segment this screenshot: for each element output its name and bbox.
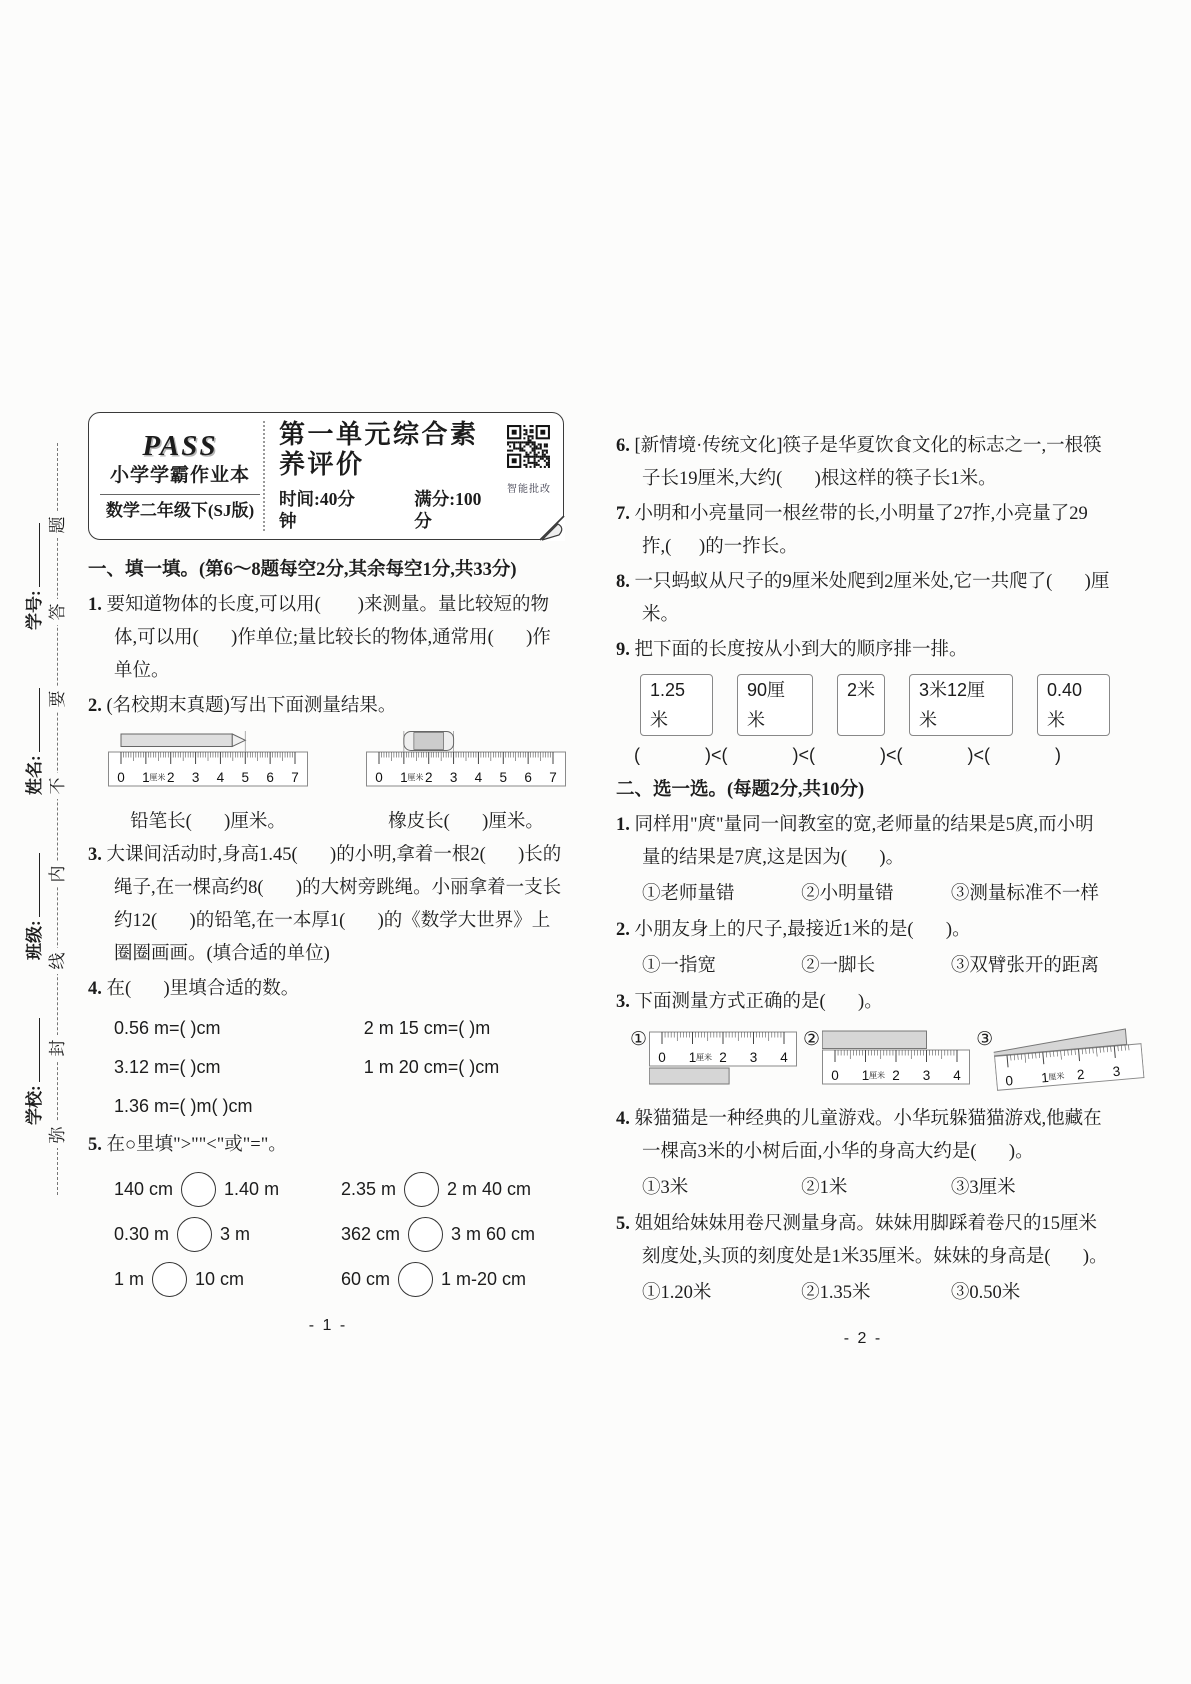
option-2: ②小明量错 xyxy=(801,884,894,904)
question-5 xyxy=(88,1129,568,1162)
svg-text:2: 2 xyxy=(719,1050,727,1065)
question-3-number: 3. xyxy=(88,845,102,865)
question-3-text: 大课间活动时,身高1.45( )的小明,拿着一根2( )长的绳子,在一棵高约8( )的大树旁跳绳。小丽拿着一支长约12( )的铅笔,在一本厚1( )的《数学大世界》上圈圈画画。(填合适的单位) xyxy=(106,845,562,964)
time-score-row xyxy=(279,488,497,532)
conversion-row xyxy=(88,1012,568,1045)
question-2 xyxy=(88,690,568,723)
svg-text:0: 0 xyxy=(658,1050,666,1065)
class-text: 班级: xyxy=(25,920,44,960)
question-4 xyxy=(88,973,568,1006)
compare-left: 1 m xyxy=(114,1269,145,1289)
edition-title: 数学二年级下(SJ版) xyxy=(100,494,259,522)
length-boxes xyxy=(616,674,1110,736)
svg-text:5: 5 xyxy=(499,770,508,785)
svg-text:1: 1 xyxy=(688,1050,697,1065)
length-box: 1.25米 xyxy=(640,674,713,736)
choice-1-number: 1. xyxy=(616,815,630,835)
compare-left: 0.30 m xyxy=(114,1224,170,1244)
student-id-label xyxy=(20,480,45,630)
measure-ruler-2-image xyxy=(822,1029,970,1099)
choice-2 xyxy=(616,914,1110,947)
page-number-1: - 1 - xyxy=(308,1317,348,1334)
option-2: ②一脚长 xyxy=(801,956,876,976)
svg-text:1: 1 xyxy=(400,770,408,785)
question-6-text: [新情境·传统文化]筷子是华夏饮食文化的标志之一,一根筷子长19厘米,大约( )根这样的筷子长1米。 xyxy=(634,436,1102,489)
header-brand xyxy=(97,421,263,531)
option-3: ③3厘米 xyxy=(950,1178,1016,1198)
ordering-answer-line: ( )<( )<( )<( )<( ) xyxy=(634,745,1062,765)
seal-char: 题 xyxy=(45,512,71,538)
compare-row xyxy=(88,1217,568,1252)
question-2-figures xyxy=(88,725,568,837)
choice-5-options xyxy=(616,1277,1110,1310)
name-blank xyxy=(25,688,40,752)
svg-text:6: 6 xyxy=(524,770,532,785)
conversion-row xyxy=(88,1090,568,1123)
choice-4-options xyxy=(616,1172,1110,1205)
section-2-title: 二、选一选。(每题2分,共10分) xyxy=(616,780,865,800)
question-4-text: 在( )里填合适的数。 xyxy=(106,979,300,999)
conversion-item: 0.56 m=( )cm xyxy=(114,1018,221,1038)
svg-text:厘米: 厘米 xyxy=(1048,1071,1065,1082)
svg-text:4: 4 xyxy=(216,770,225,785)
compare-left: 60 cm xyxy=(341,1269,391,1289)
choice-1 xyxy=(616,809,1110,875)
svg-text:3: 3 xyxy=(1112,1063,1122,1080)
name-label xyxy=(20,645,45,795)
svg-text:2: 2 xyxy=(1076,1066,1086,1083)
compare-right: 3 m xyxy=(220,1224,251,1244)
measure-option-2 xyxy=(803,1029,970,1099)
compare-left: 362 cm xyxy=(341,1224,401,1244)
choice-3-text: 下面测量方式正确的是( )。 xyxy=(634,992,883,1012)
option-mark: ③ xyxy=(976,1029,994,1050)
compare-right: 10 cm xyxy=(195,1269,245,1289)
choice-4-number: 4. xyxy=(616,1109,630,1129)
question-9-number: 9. xyxy=(616,640,630,660)
svg-text:厘米: 厘米 xyxy=(696,1053,713,1062)
compare-pair xyxy=(341,1262,568,1297)
page-1 xyxy=(88,412,568,1342)
pass-logo: PASS xyxy=(142,430,218,462)
svg-text:4: 4 xyxy=(780,1050,788,1065)
compare-row xyxy=(88,1262,568,1297)
conversion-item: 1.36 m=( )m( )cm xyxy=(114,1096,253,1116)
seal-char: 内 xyxy=(45,861,71,887)
length-box: 90厘米 xyxy=(737,674,813,736)
school-text: 学校: xyxy=(25,1085,44,1125)
option-mark: ① xyxy=(630,1029,648,1050)
question-3 xyxy=(88,839,568,971)
question-6-number: 6. xyxy=(616,436,630,456)
option-1: ①3米 xyxy=(642,1178,689,1198)
question-7-text: 小明和小亮量同一根丝带的长,小明量了27拃,小亮量了29拃,( )的一拃长。 xyxy=(634,504,1088,557)
student-id-blank xyxy=(25,523,40,587)
choice-2-number: 2. xyxy=(616,920,630,940)
svg-text:厘米: 厘米 xyxy=(149,773,166,782)
compare-row xyxy=(88,1172,568,1207)
conversion-item: 2 m 15 cm=( )m xyxy=(363,1018,491,1038)
svg-text:2: 2 xyxy=(166,770,175,785)
pencil-caption: 铅笔长( )厘米。 xyxy=(130,812,286,832)
conversion-item: 1 m 20 cm=( )cm xyxy=(363,1057,500,1077)
compare-left: 2.35 m xyxy=(341,1179,397,1199)
question-5-number: 5. xyxy=(88,1135,102,1155)
choice-3 xyxy=(616,986,1110,1019)
question-2-text: (名校期末真题)写出下面测量结果。 xyxy=(106,696,397,716)
header-title-cell xyxy=(263,421,501,531)
option-2: ②1米 xyxy=(801,1178,848,1198)
school-blank xyxy=(25,1018,40,1082)
pencil-ruler-figure xyxy=(108,731,308,837)
choice-3-number: 3. xyxy=(616,992,630,1012)
svg-text:厘米: 厘米 xyxy=(407,773,424,782)
option-1: ①一指宽 xyxy=(642,956,717,976)
seal-char: 弥 xyxy=(45,1122,71,1148)
option-3: ③0.50米 xyxy=(950,1283,1021,1303)
question-4-number: 4. xyxy=(88,979,102,999)
seal-char: 线 xyxy=(45,948,71,974)
full-score: 满分:100分 xyxy=(414,489,482,531)
question-8-number: 8. xyxy=(616,572,630,592)
svg-text:3: 3 xyxy=(922,1068,931,1083)
length-box: 2米 xyxy=(837,674,885,736)
name-text: 姓名: xyxy=(25,755,44,795)
question-1-text: 要知道物体的长度,可以用( )来测量。量比较短的物体,可以用( )作单位;量比较长的物体,通常用( )作单位。 xyxy=(106,595,551,681)
school-label xyxy=(20,975,45,1125)
option-1: ①老师量错 xyxy=(642,884,735,904)
choice-5 xyxy=(616,1208,1110,1274)
compare-pair xyxy=(114,1217,341,1252)
svg-text:0: 0 xyxy=(117,770,125,785)
compare-left: 140 cm xyxy=(114,1179,174,1199)
student-id-text: 学号: xyxy=(25,590,44,630)
svg-text:1: 1 xyxy=(1040,1069,1050,1086)
measure-option-3 xyxy=(976,1029,1143,1099)
svg-text:5: 5 xyxy=(241,770,250,785)
svg-text:3: 3 xyxy=(449,770,458,785)
compare-right: 2 m 40 cm xyxy=(447,1179,532,1199)
class-label xyxy=(20,810,45,960)
svg-text:1: 1 xyxy=(861,1068,870,1083)
pencil-ruler-image xyxy=(108,770,308,800)
choice-4-text: 躲猫猫是一种经典的儿童游戏。小华玩躲猫猫游戏,他藏在一棵高3米的小树后面,小华的身高大约是( )。 xyxy=(634,1109,1102,1162)
conversion-item: 3.12 m=( )cm xyxy=(114,1057,221,1077)
seal-char: 要 xyxy=(45,686,71,712)
paper-title: 第一单元综合素养评价 xyxy=(279,420,479,479)
compare-circle xyxy=(177,1217,212,1252)
measure-option-1 xyxy=(630,1029,797,1099)
choice-4 xyxy=(616,1103,1110,1169)
choice-3-figures xyxy=(616,1021,1122,1101)
class-blank xyxy=(25,853,40,917)
svg-text:厘米: 厘米 xyxy=(869,1071,886,1080)
conversion-row xyxy=(88,1051,568,1084)
compare-pair xyxy=(114,1262,341,1297)
compare-right: 3 m 60 cm xyxy=(451,1224,536,1244)
compare-right: 1 m-20 cm xyxy=(441,1269,527,1289)
question-7-number: 7. xyxy=(616,504,630,524)
compare-circle xyxy=(398,1262,433,1297)
svg-text:2: 2 xyxy=(424,770,433,785)
svg-text:0: 0 xyxy=(1004,1072,1014,1089)
svg-text:1: 1 xyxy=(142,770,150,785)
seal-char: 不 xyxy=(45,773,71,799)
question-7 xyxy=(616,498,1110,564)
svg-text:0: 0 xyxy=(375,770,383,785)
option-2: ②1.35米 xyxy=(801,1283,871,1303)
question-6 xyxy=(616,430,1110,496)
length-box: 3米12厘米 xyxy=(909,674,1013,736)
qr-code-icon xyxy=(506,424,552,482)
choice-2-options xyxy=(616,950,1110,983)
page-fold-corner-icon xyxy=(539,515,565,541)
eraser-ruler-figure xyxy=(366,731,566,837)
compare-circle xyxy=(404,1172,439,1207)
svg-text:7: 7 xyxy=(549,770,557,785)
svg-text:2: 2 xyxy=(892,1068,900,1083)
compare-pair xyxy=(341,1217,568,1252)
eraser-ruler-image xyxy=(366,770,566,800)
measure-ruler-1-image xyxy=(649,1029,797,1099)
series-title: 小学学霸作业本 xyxy=(109,465,250,486)
question-1 xyxy=(88,589,568,688)
measure-ruler-3-image xyxy=(996,1063,1145,1099)
compare-circle xyxy=(152,1262,187,1297)
compare-right: 1.40 m xyxy=(224,1179,280,1199)
question-8 xyxy=(616,566,1110,632)
choice-1-text: 同样用"庹"量同一间教室的宽,老师量的结果是5庹,而小明量的结果是7庹,这是因为( )。 xyxy=(634,815,1094,868)
page-number-2: - 2 - xyxy=(843,1330,883,1347)
question-1-number: 1. xyxy=(88,595,102,615)
seal-char: 答 xyxy=(45,599,71,625)
option-1: ①1.20米 xyxy=(642,1283,712,1303)
length-box: 0.40米 xyxy=(1037,674,1110,736)
seal-char: 封 xyxy=(45,1035,71,1061)
question-9 xyxy=(616,634,1110,667)
choice-1-options xyxy=(616,878,1110,911)
qr-label: 智能批改 xyxy=(507,484,551,495)
paper-header xyxy=(88,412,564,540)
question-2-number: 2. xyxy=(88,696,102,716)
section-1-title: 一、填一填。(第6～8题每空2分,其余每空1分,共33分) xyxy=(88,560,517,580)
time-limit: 时间:40分钟 xyxy=(279,489,355,531)
page-2 xyxy=(616,428,1122,1355)
eraser-caption: 橡皮长( )厘米。 xyxy=(388,812,544,832)
compare-circle xyxy=(408,1217,443,1252)
seal-text xyxy=(45,512,71,1148)
question-9-text: 把下面的长度按从小到大的顺序排一排。 xyxy=(634,640,968,660)
choice-5-number: 5. xyxy=(616,1214,630,1234)
option-3: ③测量标准不一样 xyxy=(950,884,1099,904)
compare-circle xyxy=(181,1172,216,1207)
svg-text:6: 6 xyxy=(266,770,274,785)
option-mark: ② xyxy=(803,1029,821,1050)
svg-text:3: 3 xyxy=(191,770,200,785)
svg-text:4: 4 xyxy=(474,770,483,785)
svg-text:4: 4 xyxy=(953,1068,961,1083)
option-3: ③双臂张开的距离 xyxy=(950,956,1099,976)
compare-pair xyxy=(341,1172,568,1207)
svg-text:7: 7 xyxy=(291,770,299,785)
question-5-text: 在○里填">""<"或"="。 xyxy=(106,1135,287,1155)
compare-pair xyxy=(114,1172,341,1207)
question-8-text: 一只蚂蚁从尺子的9厘米处爬到2厘米处,它一共爬了( )厘米。 xyxy=(634,572,1110,625)
choice-2-text: 小朋友身上的尺子,最接近1米的是( )。 xyxy=(634,920,971,940)
svg-text:0: 0 xyxy=(831,1068,839,1083)
choice-5-text: 姐姐给妹妹用卷尺测量身高。妹妹用脚踩着卷尺的15厘米刻度处,头顶的刻度处是1米35厘米。妹妹的身高是( )。 xyxy=(634,1214,1108,1267)
svg-text:3: 3 xyxy=(749,1050,758,1065)
